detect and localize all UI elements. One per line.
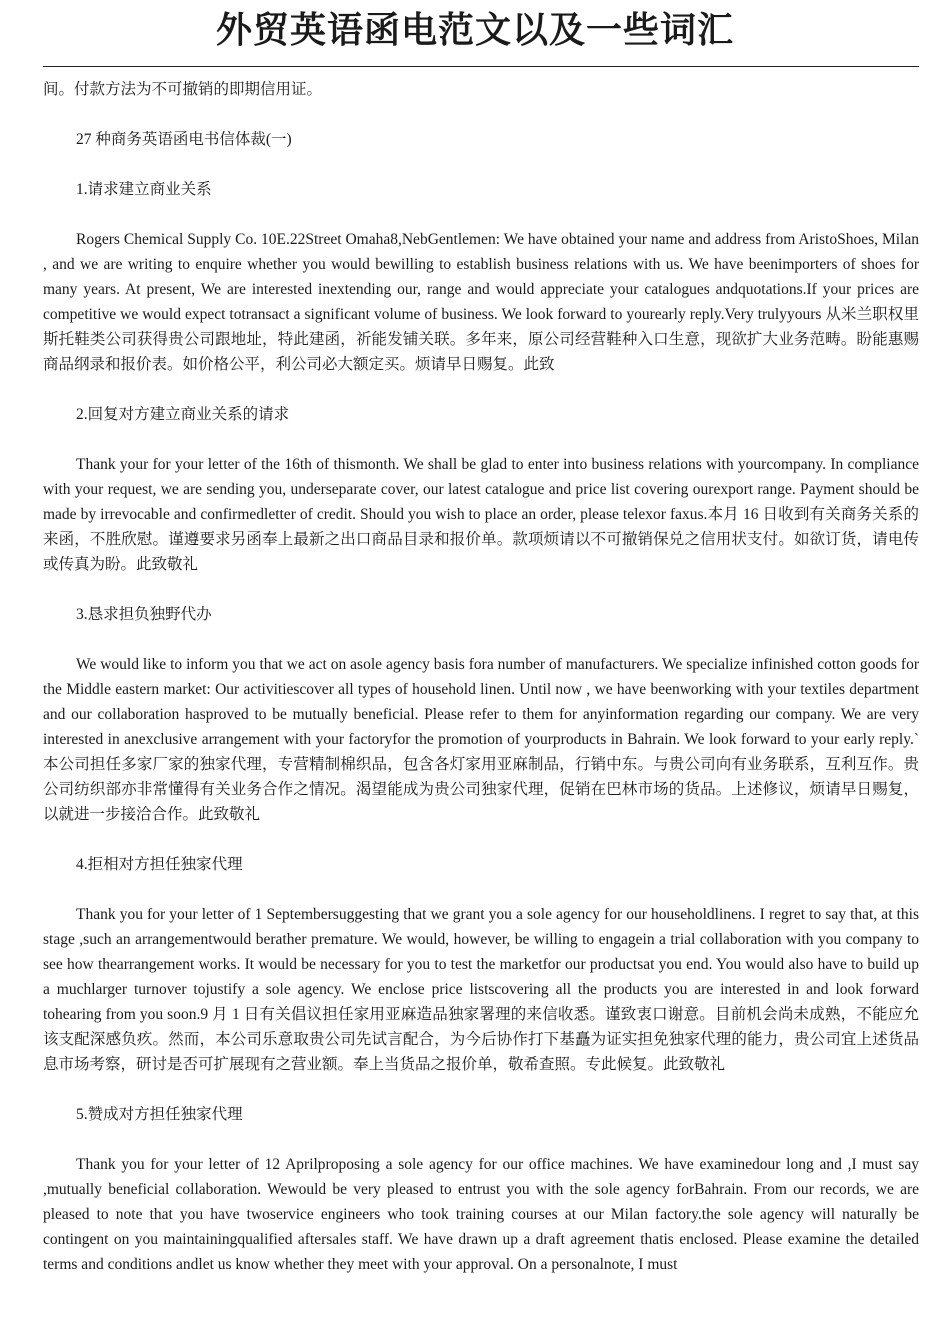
- section-body-3: We would like to inform you that we act on asole agency basis fora number of manufacturers. We specialize infinished cotton goods for the Middle eastern market: Our activitiescover all types of household linen. Until now , we have beenworking with your textiles department and our collaboration hasproved to be mutually beneficial. Please refer to them for anyinformation regarding our company. We are very interested in anexclusive arrangement with your factoryfor the promotion of yourproducts in Bahrain. We look forward to your early reply.`本公司担任多家厂家的独家代理，专营精制棉织品，包含各灯家用亚麻制品，行销中东。与贵公司向有业务联系，互利互作。贵公司纺织部亦非常懂得有关业务合作之情况。渴望能成为贵公司独家代理，促销在巴林市场的货品。上述修议，烦请早日赐复，以就进一步接洽合作。此致敬礼: [43, 656, 919, 823]
- section-body-5: Thank you for your letter of 12 Aprilproposing a sole agency for our office machines. We have examinedour long and ,I must say ,mutually beneficial collaboration. Wewould be very pleased to entrust you with the sole agency forBahrain. From our records, we are pleased to note that you have twoservice engineers who took training courses at our Milan factory.the sole agency will naturally be contingent on you maintainingqualified aftersales staff. We have drawn up a draft agreement thatis enclosed. Please examine the detailed terms and conditions andlet us know whether they meet with your approval. On a personalnote, I must: [43, 1156, 919, 1273]
- section-heading-2: 2.回复对方建立商业关系的请求: [76, 406, 290, 423]
- section-heading-5: 5.赞成对方担任独家代理: [76, 1106, 243, 1123]
- section-body-1: Rogers Chemical Supply Co. 10E.22Street Omaha8,NebGentlemen: We have obtained your name and address from AristoShoes, Milan , and we are writing to enquire whether you would bewilling to establish business relations with us. We have beenimporters of shoes for many years. At present, We are interested inextending our, range and would appreciate your catalogues andquotations.If your prices are competitive we would expect totransact a significant volume of business. We look forward to yourearly reply.Very trulyyours 从米兰职权里斯托鞋类公司获得贵公司跟地址，特此建函，祈能发铺关联。多年来，原公司经营鞋种入口生意，现欲扩大业务范畴。盼能惠赐商品纲录和报价表。如价格公平，利公司必大额定买。烦请早日赐复。此致: [43, 231, 919, 373]
- section-subtitle: 27 种商务英语函电书信体裁(一): [76, 131, 292, 148]
- intro-text: 间。付款方法为不可撤销的即期信用证。: [43, 81, 323, 98]
- title-divider: [43, 66, 919, 67]
- section-heading-3: 3.恳求担负独野代办: [76, 606, 212, 623]
- section-body-4: Thank you for your letter of 1 Septembersuggesting that we grant you a sole agency for our householdlinens. I regret to say that, at this stage ,such an arrangementwould berather premature. We would, however, be willing to engagein a trial collaboration with you company to see how thearrangement works. It would be necessary for you to test the marketfor our productsat you end. You would also have to build up a muchlarger turnover tojustify a sole agency. We enclose price listscovering all the products you are interested in and look forward tohearing from you soon.9 月 1 日有关倡议担任家用亚麻造品独家署理的来信收悉。谨致衷口谢意。目前机会尚未成熟，不能应允该支配深感负疚。然而，本公司乐意取贵公司先试言配合，为今后协作打下基矗为证实担免独家代理的能力，贵公司宜上述货品息市场考察，研讨是否可扩展现有之营业额。奉上当货品之报价单，敬希查照。专此候复。此致敬礼: [43, 906, 919, 1073]
- document-title: 外贸英语函电范文以及一些词汇: [215, 10, 734, 51]
- section-heading-1: 1.请求建立商业关系: [76, 181, 212, 198]
- section-heading-4: 4.拒相对方担任独家代理: [76, 856, 243, 873]
- section-body-2: Thank your for your letter of the 16th of thismonth. We shall be glad to enter into business relations with yourcompany. In compliance with your request, we are sending you, underseparate cover, our latest catalogue and price list covering ourexport range. Payment should be made by irrevocable and confirmedletter of credit. Should you wish to place an order, please telexor faxus.本月 16 日收到有关商务关系的来函，不胜欣慰。谨遵要求另函奉上最新之出口商品目录和报价单。款项烦请以不可撤销保兑之信用状支付。如欲订货，请电传或传真为盼。此致敬礼: [43, 456, 919, 573]
- document-content: [43, 77, 919, 1302]
